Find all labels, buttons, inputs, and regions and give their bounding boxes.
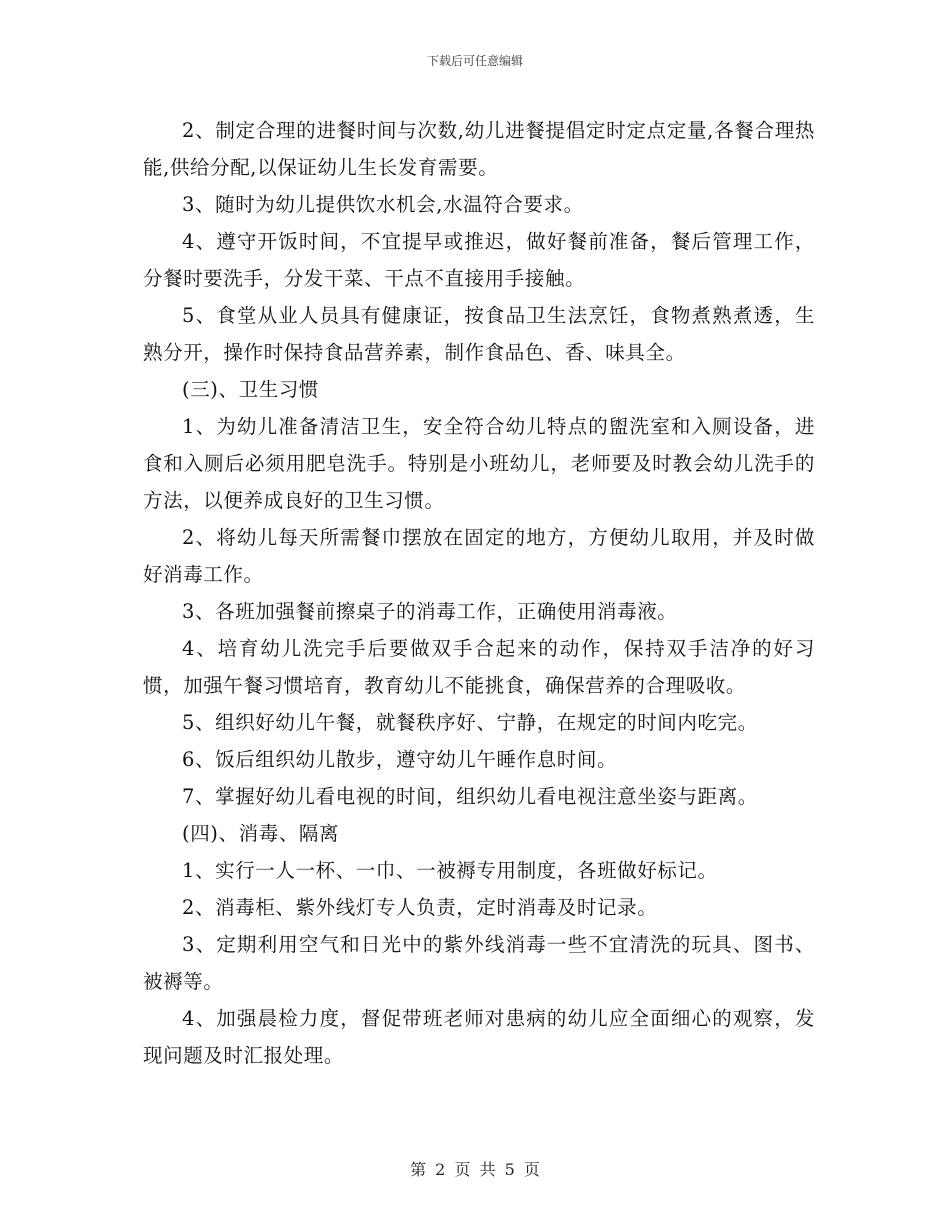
paragraph-personal-items: 1、实行一人一杯、一巾、一被褥专用制度，各班做好标记。 xyxy=(182,859,718,882)
page-header: 下载后可任意编辑 xyxy=(426,54,523,68)
paragraph-meal-time: 4、遵守开饭时间，不宜提早或推迟，做好餐前准备，餐后管理工作，分餐时要洗手，分发干菜、干点不直接用手接触。 xyxy=(143,230,815,290)
paragraph-napkins: 2、将幼儿每天所需餐巾摆放在固定的地方，方便幼儿取用，并及时做好消毒工作。 xyxy=(143,526,815,586)
paragraph-uv-disinfection: 3、定期利用空气和日光中的紫外线消毒一些不宜清洗的玩具、图书、被褥等。 xyxy=(143,933,815,993)
paragraph-lunch: 5、组织好幼儿午餐，就餐秩序好、宁静，在规定的时间内吃完。 xyxy=(182,711,758,734)
paragraph-table-disinfection: 3、各班加强餐前擦桌子的消毒工作，正确使用消毒液。 xyxy=(182,600,678,623)
section-heading-disinfection: (四)、消毒、隔离 xyxy=(182,822,340,845)
paragraph-washroom: 1、为幼儿准备清洁卫生，安全符合幼儿特点的盥洗室和入厕设备，进食和入厕后必须用肥皂洗手。特别是小班幼儿，老师要及时教会幼儿洗手的方法，以便养成良好的卫生习惯。 xyxy=(143,415,815,512)
paragraph-morning-check: 4、加强晨检力度，督促带班老师对患病的幼儿应全面细心的观察，发现问题及时汇报处理。 xyxy=(143,1007,815,1067)
paragraph-canteen-staff: 5、食堂从业人员具有健康证，按食品卫生法烹饪，食物煮熟煮透，生熟分开，操作时保持食品营养素，制作食品色、香、味具全。 xyxy=(143,304,815,364)
section-heading-hygiene: (三)、卫生习惯 xyxy=(182,378,320,401)
document-body xyxy=(143,112,815,1074)
paragraph-tv: 7、掌握好幼儿看电视的时间，组织幼儿看电视注意坐姿与距离。 xyxy=(182,785,758,808)
paragraph-disinfection-cabinet: 2、消毒柜、紫外线灯专人负责，定时消毒及时记录。 xyxy=(182,896,658,919)
paragraph-drinking-water: 3、随时为幼儿提供饮水机会,水温符合要求。 xyxy=(182,193,584,216)
page-footer: 第 2 页 共 5 页 xyxy=(410,1160,540,1179)
paragraph-meal-schedule: 2、制定合理的进餐时间与次数,幼儿进餐提倡定时定点定量,各餐合理热能,供给分配,以保证幼儿生长发育需要。 xyxy=(143,119,815,179)
paragraph-hand-habits: 4、培育幼儿洗完手后要做双手合起来的动作，保持双手洁净的好习惯，加强午餐习惯培育，教育幼儿不能挑食，确保营养的合理吸收。 xyxy=(143,637,815,697)
paragraph-walk: 6、饭后组织幼儿散步，遵守幼儿午睡作息时间。 xyxy=(182,748,618,771)
